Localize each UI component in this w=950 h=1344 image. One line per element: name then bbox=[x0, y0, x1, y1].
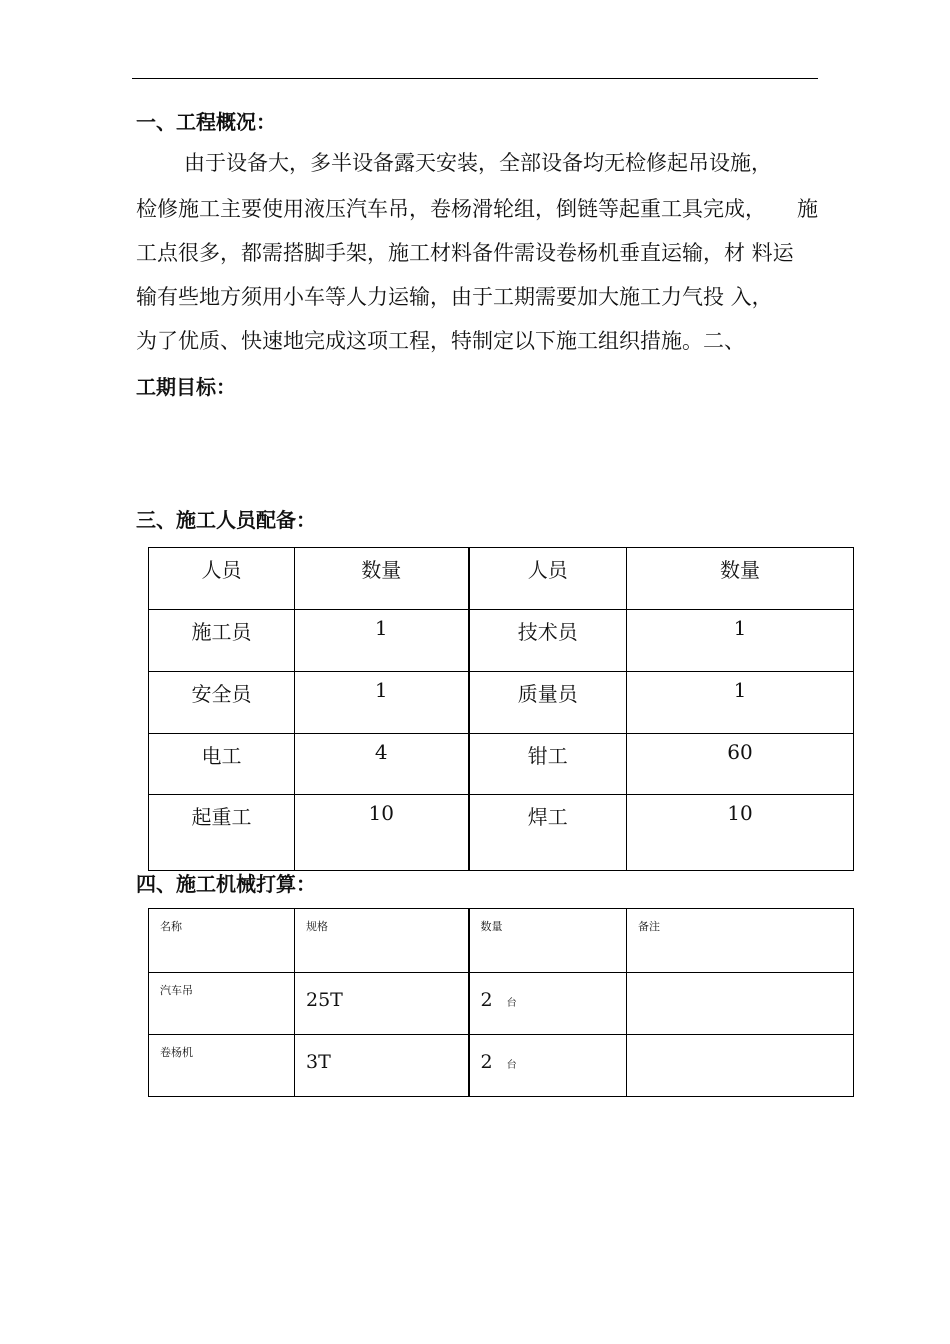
overview-line-5: 为了优质、快速地完成这项工程，特制定以下施工组织措施。二、 bbox=[136, 329, 745, 353]
header-rule bbox=[132, 78, 818, 79]
staff-cell: 电工 bbox=[149, 734, 295, 795]
staff-cell: 4 bbox=[295, 734, 469, 795]
machine-spec-cell: 25T bbox=[306, 989, 343, 1011]
machine-header-cell: 名称 bbox=[160, 920, 182, 933]
machine-unit-label: 台 bbox=[506, 998, 517, 1009]
overview-line-3: 工点很多，都需搭脚手架，施工材料备件需设卷杨机垂直运输，材 料运 bbox=[136, 241, 794, 265]
machine-row bbox=[149, 973, 854, 1035]
machine-header-cell: 数量 bbox=[480, 920, 503, 933]
section-2-title: 工期目标： bbox=[136, 375, 236, 399]
machine-qty-cell: 2 bbox=[480, 1051, 493, 1073]
machine-table bbox=[148, 908, 854, 1097]
overview-line-2-tail: 施 bbox=[797, 197, 818, 221]
staff-cell: 1 bbox=[627, 672, 854, 734]
staff-row bbox=[149, 795, 854, 871]
staff-cell: 10 bbox=[295, 795, 469, 871]
staff-cell: 10 bbox=[627, 795, 854, 871]
staff-header-cell: 数量 bbox=[627, 548, 854, 610]
staff-header-row bbox=[149, 548, 854, 610]
staff-cell: 技术员 bbox=[469, 610, 627, 672]
staff-cell: 施工员 bbox=[149, 610, 295, 672]
staff-row bbox=[149, 610, 854, 672]
staff-cell: 1 bbox=[295, 672, 469, 734]
machine-note-cell bbox=[627, 973, 854, 1035]
staff-header-cell: 人员 bbox=[469, 548, 627, 610]
machine-spec-cell: 3T bbox=[306, 1051, 331, 1073]
overview-line-2 bbox=[136, 196, 818, 222]
section-1-title: 一、工程概况： bbox=[136, 110, 276, 134]
section-3-title: 三、施工人员配备： bbox=[136, 508, 316, 532]
machine-row bbox=[149, 1035, 854, 1097]
staff-header-cell: 人员 bbox=[149, 548, 295, 610]
overview-line-1: 由于设备大，多半设备露天安装，全部设备均无检修起吊设施， bbox=[184, 151, 772, 175]
staff-row bbox=[149, 672, 854, 734]
staff-cell: 1 bbox=[627, 610, 854, 672]
staff-cell: 质量员 bbox=[469, 672, 627, 734]
staff-cell: 安全员 bbox=[149, 672, 295, 734]
machine-header-cell: 规格 bbox=[306, 920, 328, 933]
machine-note-cell bbox=[627, 1035, 854, 1097]
staff-cell: 起重工 bbox=[149, 795, 295, 871]
overview-line-4: 输有些地方须用小车等人力运输，由于工期需要加大施工力气投 入， bbox=[136, 285, 773, 309]
machine-header-cell: 备注 bbox=[638, 920, 660, 933]
staff-cell: 焊工 bbox=[469, 795, 627, 871]
staff-table bbox=[148, 547, 854, 871]
machine-name-cell: 汽车吊 bbox=[160, 984, 193, 997]
staff-cell: 60 bbox=[627, 734, 854, 795]
overview-line-2-text: 检修施工主要使用液压汽车吊，卷杨滑轮组，倒链等起重工具完成， bbox=[136, 197, 766, 221]
machine-qty-cell: 2 bbox=[480, 989, 493, 1011]
staff-header-cell: 数量 bbox=[295, 548, 469, 610]
section-4-title: 四、施工机械打算： bbox=[136, 872, 316, 896]
staff-cell: 1 bbox=[295, 610, 469, 672]
staff-row bbox=[149, 734, 854, 795]
staff-cell: 钳工 bbox=[469, 734, 627, 795]
machine-name-cell: 卷杨机 bbox=[160, 1046, 193, 1059]
machine-unit-label: 台 bbox=[506, 1060, 517, 1071]
machine-header-row bbox=[149, 909, 854, 973]
